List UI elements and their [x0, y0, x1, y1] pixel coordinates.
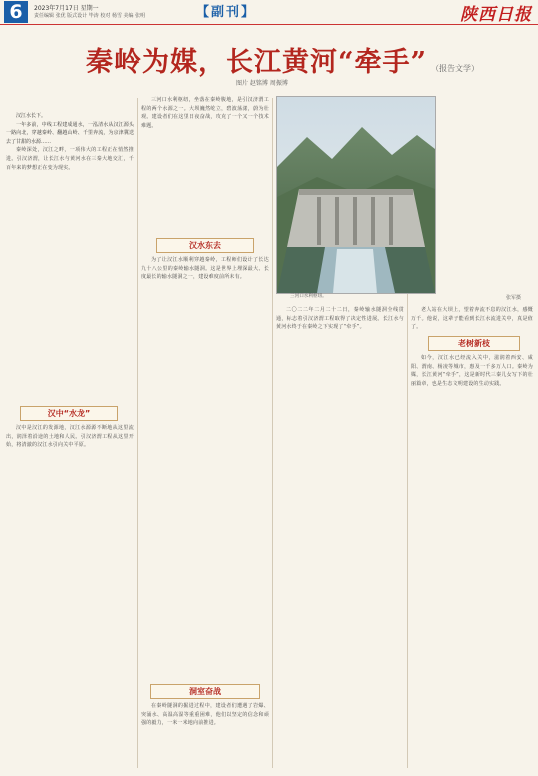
article-column-2c	[141, 702, 269, 768]
headline-text: 秦岭为媒，长江黄河“牵手”	[86, 47, 428, 78]
column-divider	[272, 98, 273, 768]
article-column-3	[276, 306, 404, 768]
paragraph: 老人站在大坝上，望着奔流不息的汉江水，感慨万千。他说，这辈子能看到长江水流进关中，真是值了。	[411, 307, 533, 330]
paragraph: 汉中是汉江的发源地，汉江水源源不断地从这里流出，润泽着沿途的土地和人民。引汉济渭工程从这里开始，将清澈的汉江水引向关中平原。	[6, 425, 134, 449]
subheading: 汉水东去	[156, 238, 254, 253]
subheading: 汉中“水龙”	[20, 406, 118, 421]
newspaper-logo: 陕西日报	[460, 5, 532, 25]
issue-date: 2023年7月17日 星期一	[34, 5, 99, 12]
paragraph: 在秦岭隧洞的掘进过程中，建设者们遭遇了岩爆、突涌水、高温高湿等重重困难，他们以坚定的信念和顽强的毅力，一米一米地向前推进。	[141, 703, 269, 727]
article-column-4	[411, 354, 533, 768]
paragraph: 一年多前，中线工程建成通水，一泓清水从汉江源头一路向北，穿越秦岭、翻越山岭、千里奔流，为京津冀送去了甘甜的水源……	[6, 121, 134, 145]
paragraph: 秦岭深处，汉江之畔，一项伟大的工程正在悄然推进。引汉济渭，让长江水与黄河水在三秦大地交汇，千百年来的梦想正在变为现实。	[6, 147, 134, 171]
subheading: 洞室奋战	[150, 684, 260, 699]
article-byline: 图片 赵铭博 周振博	[236, 80, 288, 87]
article-column-2b	[141, 256, 269, 726]
dam-photo	[276, 96, 436, 294]
article-column-2	[141, 96, 269, 196]
column-divider	[137, 98, 138, 768]
paragraph: 为了让汉江水顺利穿越秦岭，工程师们设计了长达九十八公里的秦岭输水隧洞。这是世界上埋深最大、长度最长的输水隧洞之一，建设难度前所未有。	[141, 257, 269, 281]
page-number: 6	[4, 1, 28, 23]
page-header	[0, 0, 538, 25]
paragraph: 如今，汉江水已经流入关中，滋润着西安、咸阳、渭南、杨凌等城市，惠及一千多万人口。秦岭为媒，长江黄河“牵手”，这是新时代三秦儿女写下的壮丽篇章，也是生态文明建设的生动实践。	[411, 355, 533, 387]
dam-illustration	[277, 97, 435, 293]
photo-credit: 张军摄	[506, 295, 522, 301]
paragraph: 三河口水利枢纽，坐落在秦岭腹地，是引汉济渭工程的两个水源之一。大坝巍然屹立，碧波荡漾，蔚为壮观。建设者们在这里日夜奋战，攻克了一个又一个技术难题。	[141, 97, 269, 129]
headline-note: （报告文学）	[431, 64, 480, 73]
article-headline	[86, 40, 479, 79]
article-column-4-top	[411, 306, 533, 330]
photo-caption: 三河口水利枢纽。	[290, 294, 327, 299]
editor-credits: 责任编辑 张优 版式设计 毕涛 校对 杨雪 美编 张明	[34, 13, 146, 19]
paragraph: 汉江水长下。	[16, 113, 47, 119]
article-column-1b	[6, 424, 134, 768]
section-title: 【副刊】	[196, 5, 257, 20]
subheading: 老树新枝	[428, 336, 520, 351]
article-column-1	[6, 112, 134, 402]
paragraph: 二〇二二年二月二十二日，秦岭输水隧洞全线贯通，标志着引汉济渭工程取得了决定性进展。长江水与黄河水终于在秦岭之下实现了“牵手”。	[276, 307, 404, 331]
